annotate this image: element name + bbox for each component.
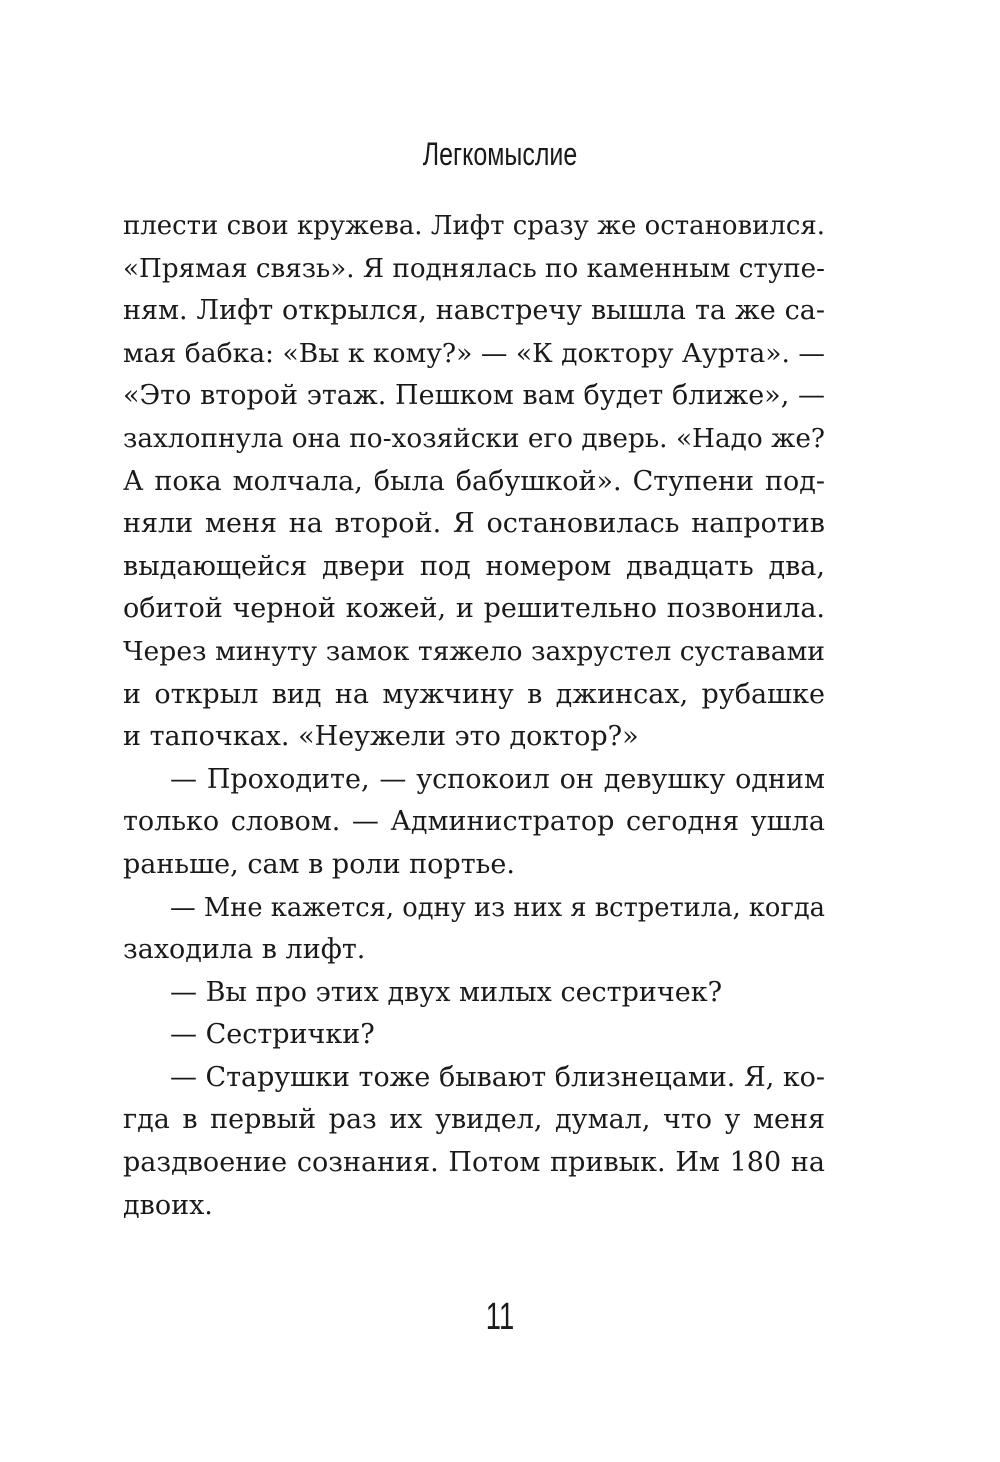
text-line: обитой черной кожей, и решительно позвонила.	[123, 593, 825, 625]
text-line: и открыл вид на мужчину в джинсах, рубашке	[123, 678, 825, 710]
text-line: — Мне кажется, одну из них я встретила, когда	[170, 892, 825, 923]
text-line: ням. Лифт открылся, навстречу вышла та же са-	[123, 295, 825, 327]
text-line: и тапочках. «Неужели это доктор?»	[123, 721, 639, 753]
text-line: захлопнула она по-хозяйски его дверь. «Надо же?	[123, 423, 825, 454]
text-line: раньше, сам в роли портье.	[123, 848, 515, 880]
body-text	[123, 205, 825, 1227]
text-line: А пока молчала, была бабушкой». Ступени под-	[123, 465, 825, 497]
text-line: раздвоение сознания. Потом привык. Им 180 на	[123, 1147, 825, 1179]
running-head: Легкомыслие	[422, 136, 578, 172]
text-line: заходила в лифт.	[123, 934, 366, 966]
text-line: плести свои кружева. Лифт сразу же остановился.	[123, 211, 825, 241]
text-line: Через минуту замок тяжело захрустел суставами	[123, 635, 825, 667]
page-number: 11	[485, 1296, 515, 1338]
text-line: только словом. — Администратор сегодня ушла	[123, 806, 825, 838]
text-line: — Проходите, — успокоил он девушку одним	[170, 763, 825, 795]
text-line: «Прямая связь». Я поднялась по каменным ступе-	[123, 253, 825, 284]
text-line: гда в первый раз их увидел, думал, что у меня	[123, 1104, 825, 1136]
text-line: мая бабка: «Вы к кому?» — «К доктору Аурта». —	[123, 337, 825, 369]
text-line: — Вы про этих двух милых сестричек?	[170, 976, 723, 1008]
text-line: выдающейся двери под номером двадцать два,	[123, 550, 825, 582]
text-line: «Это второй этаж. Пешком вам будет ближе», —	[123, 380, 825, 412]
text-line: — Старушки тоже бывают близнецами. Я, ко-	[170, 1061, 825, 1093]
text-line: няли меня на второй. Я остановилась напротив	[123, 508, 825, 540]
text-line: двоих.	[123, 1189, 213, 1221]
text-line: — Сестрички?	[170, 1019, 375, 1051]
